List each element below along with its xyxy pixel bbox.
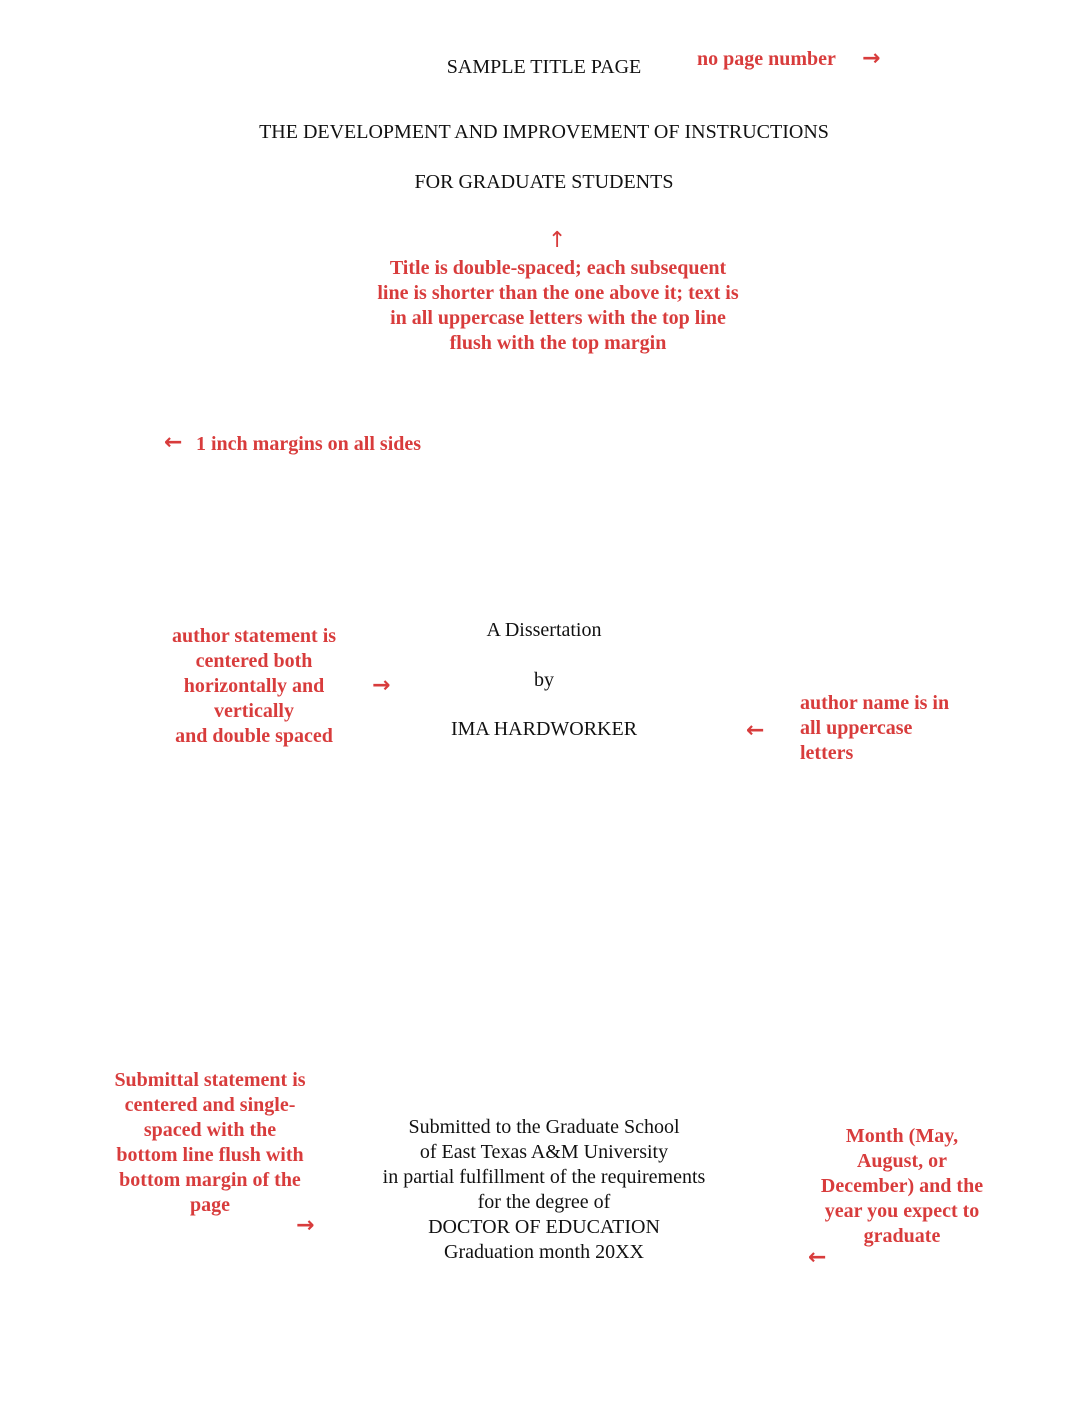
author-name: IMA HARDWORKER	[450, 718, 638, 740]
submittal-note-line: page	[190, 1194, 230, 1216]
submittal-statement	[344, 1115, 744, 1265]
title-note-line: Title is double-spaced; each subsequent	[389, 257, 727, 279]
author-statement-note-line: centered both	[195, 650, 313, 672]
title-note	[308, 256, 808, 356]
arrow-right-icon: →	[372, 673, 391, 698]
title-note-line: flush with the top margin	[449, 332, 667, 354]
margins-note: 1 inch margins on all sides	[196, 433, 422, 455]
submittal-note-line: Submittal statement is	[114, 1069, 306, 1091]
submittal-line: DOCTOR OF EDUCATION	[428, 1216, 660, 1238]
author-statement-note-line: and double spaced	[175, 725, 333, 747]
title-note-line: line is shorter than the one above it; text is	[377, 282, 739, 304]
arrow-left-icon: ←	[164, 430, 183, 455]
submittal-line: of East Texas A&M University	[419, 1141, 669, 1163]
submittal-note-line: bottom margin of the	[119, 1169, 301, 1191]
author-statement-note	[134, 624, 374, 749]
author-name-note-line: author name is in	[800, 692, 950, 714]
month-note	[792, 1124, 1012, 1249]
month-note-line: August, or	[856, 1150, 947, 1172]
author-statement-note-line: author statement is	[171, 625, 337, 647]
submittal-note-line: centered and single-	[124, 1094, 296, 1116]
by-line: by	[534, 669, 554, 691]
arrow-right-icon: →	[296, 1213, 315, 1238]
arrow-up-icon: ↑	[548, 228, 567, 253]
submittal-note	[90, 1068, 330, 1218]
month-note-line: graduate	[863, 1225, 941, 1247]
arrow-left-icon: ←	[746, 718, 765, 743]
submittal-note-line: spaced with the	[143, 1119, 277, 1141]
sample-title-heading: SAMPLE TITLE PAGE	[446, 56, 642, 78]
submittal-line: in partial fulfillment of the requirements	[382, 1166, 706, 1188]
submittal-line: Submitted to the Graduate School	[408, 1116, 680, 1138]
author-statement-note-line: vertically	[214, 700, 294, 722]
author-name-note	[800, 691, 1000, 766]
title-line-1: THE DEVELOPMENT AND IMPROVEMENT OF INSTRUCTIONS	[259, 121, 829, 143]
submittal-note-line: bottom line flush with	[116, 1144, 304, 1166]
author-name-note-line: all uppercase	[800, 717, 913, 739]
submittal-line: Graduation month 20XX	[444, 1241, 644, 1263]
arrow-right-icon: →	[862, 46, 881, 71]
author-statement-note-line: horizontally and	[183, 675, 325, 697]
title-note-line: in all uppercase letters with the top line	[390, 307, 726, 329]
submittal-line: for the degree of	[477, 1191, 611, 1213]
month-note-line: December) and the	[820, 1175, 984, 1197]
document-type: A Dissertation	[486, 619, 602, 641]
author-name-note-line: letters	[800, 742, 854, 764]
arrow-left-icon: ←	[808, 1245, 827, 1270]
no-page-number-note: no page number	[697, 48, 836, 70]
month-note-line: Month (May,	[845, 1125, 959, 1147]
title-line-2: FOR GRADUATE STUDENTS	[414, 171, 674, 193]
month-note-line: year you expect to	[824, 1200, 980, 1222]
